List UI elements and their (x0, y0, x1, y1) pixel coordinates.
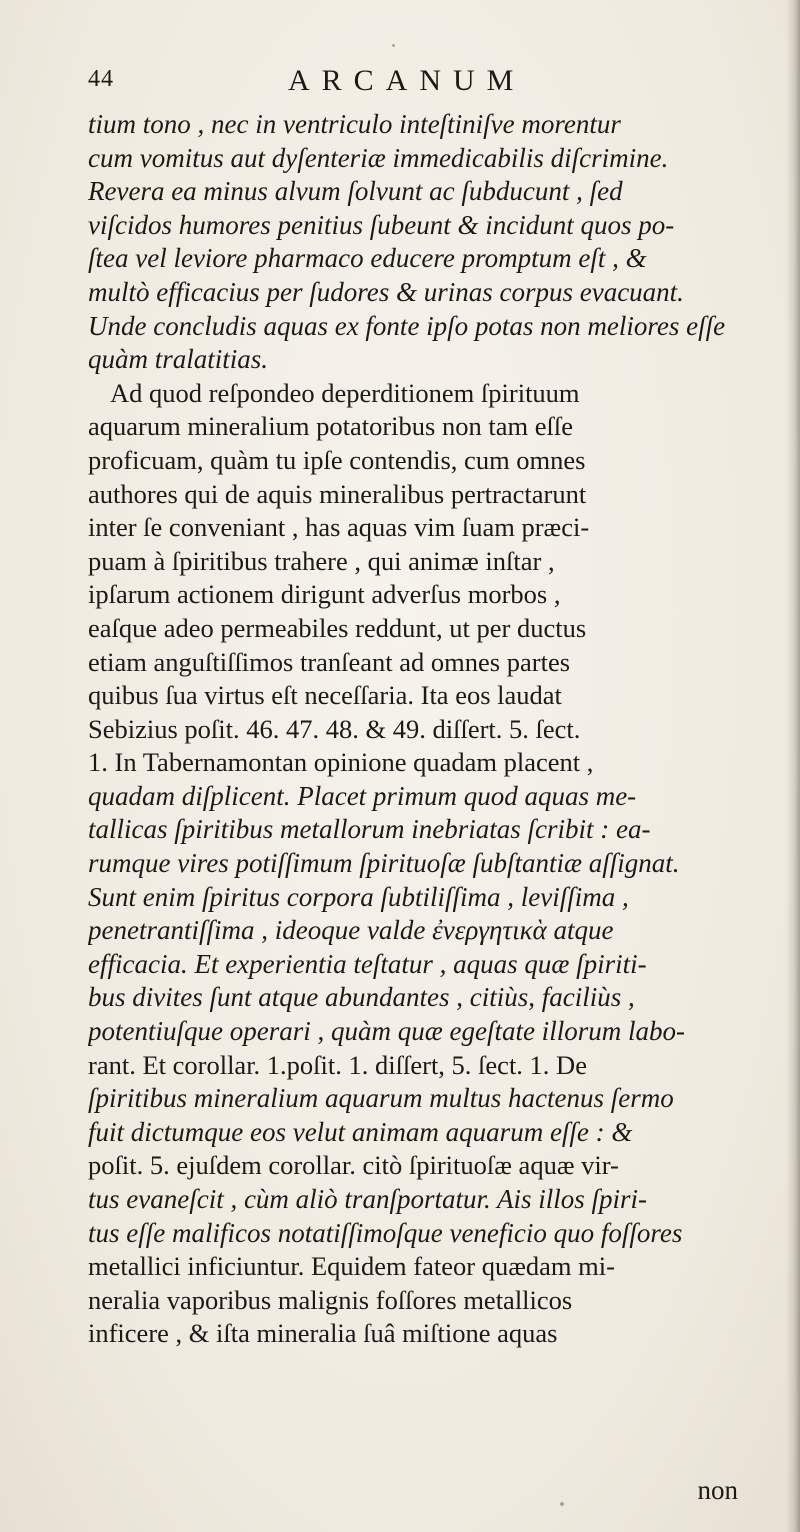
running-head: ARCANUM (288, 64, 526, 97)
text-line: 1. In Tabernamontan opinione quadam placent , (88, 747, 594, 778)
paper-speck (560, 1502, 564, 1506)
text-line: eaſque adeo permeabiles reddunt, ut per ductus (88, 612, 587, 643)
text-line: poſit. 5. ejuſdem corollar. citò ſpirituoſæ aquæ vir- (88, 1150, 619, 1181)
text-line: puam à ſpiritibus trahere , qui animæ inſtar , (88, 545, 555, 576)
catchword: non (697, 1475, 738, 1505)
text-line: tus eſſe malificos notatiſſimoſque veneficio quo foſſores (88, 1217, 683, 1248)
page-number: 44 (88, 66, 114, 92)
text-line: tium tono , nec in ventriculo inteſtiniſve morentur (88, 109, 621, 139)
page-header (88, 64, 768, 100)
text-line: ipſarum actionem dirigunt adverſus morbos , (88, 579, 561, 610)
text-line: potentiuſque operari , quàm quæ egeſtate illorum labo- (88, 1016, 685, 1047)
text-line: Sebizius poſit. 46. 47. 48. & 49. diſſert. 5. ſect. (88, 713, 581, 744)
text-line: Revera ea minus alvum ſolvunt ac ſubducunt , ſed (88, 176, 623, 207)
text-line: quàm tralatitias. (88, 344, 269, 375)
text-line: neralia vaporibus malignis foſſores metallicos (88, 1284, 573, 1315)
text-line: proficuam, quàm tu ipſe contendis, cum omnes (88, 444, 586, 475)
text-line: rumque vires potiſſimum ſpirituoſæ ſubſtantiæ aſſignat. (88, 848, 680, 879)
text-line: efficacia. Et experientia teſtatur , aquas quæ ſpiriti- (88, 948, 647, 979)
text-line: quadam diſplicent. Placet primum quod aquas me- (88, 780, 637, 811)
body-text (88, 108, 778, 1351)
text-line: cum vomitus aut dyſenteriæ immedicabilis diſcrimine. (88, 142, 669, 173)
text-line: fuit dictumque eos velut animam aquarum eſſe : & (88, 1116, 633, 1147)
text-line: Ad quod reſpondeo deperditionem ſpirituum (110, 377, 580, 408)
text-line: penetrantiſſima , ideoque valde ἐνεργητικὰ atque (88, 915, 614, 946)
page-edge-shadow (786, 0, 800, 1532)
text-line: aquarum mineralium potatoribus non tam eſſe (88, 411, 573, 442)
text-line: bus divites ſunt atque abundantes , citiùs, faciliùs , (88, 982, 635, 1013)
text-line: inter ſe conveniant , has aquas vim ſuam præci- (88, 512, 590, 543)
text-line: etiam anguſtiſſimos tranſeant ad omnes partes (88, 646, 571, 677)
text-line: metallici inficiuntur. Equidem fateor quædam mi- (88, 1251, 615, 1282)
text-line: ſtea vel leviore pharmaco educere promptum eſt , & (88, 243, 647, 274)
paper-speck (392, 44, 395, 47)
text-line: ſpiritibus mineralium aquarum multus hactenus ſermo (88, 1083, 674, 1114)
text-line: inficere , & iſta mineralia ſuâ miſtione aquas (88, 1318, 558, 1349)
text-line: tallicas ſpiritibus metallorum inebriatas ſcribit : ea- (88, 814, 651, 845)
text-line: rant. Et corollar. 1.poſit. 1. diſſert, 5. ſect. 1. De (88, 1049, 587, 1080)
text-line: tus evaneſcit , cùm aliò tranſportatur. Ais illos ſpiri- (88, 1184, 647, 1214)
text-line: quibus ſua virtus eſt neceſſaria. Ita eos laudat (88, 680, 562, 711)
text-line: viſcidos humores penitius ſubeunt & incidunt quos po- (88, 209, 675, 240)
text-line: multò efficacius per ſudores & urinas corpus evacuant. (88, 276, 684, 307)
text-line: authores qui de aquis mineralibus pertractarunt (88, 478, 587, 509)
text-line: Sunt enim ſpiritus corpora ſubtiliſſima , leviſſima , (88, 881, 629, 912)
text-line: Unde concludis aquas ex fonte ipſo potas non meliores eſſe (88, 310, 726, 341)
